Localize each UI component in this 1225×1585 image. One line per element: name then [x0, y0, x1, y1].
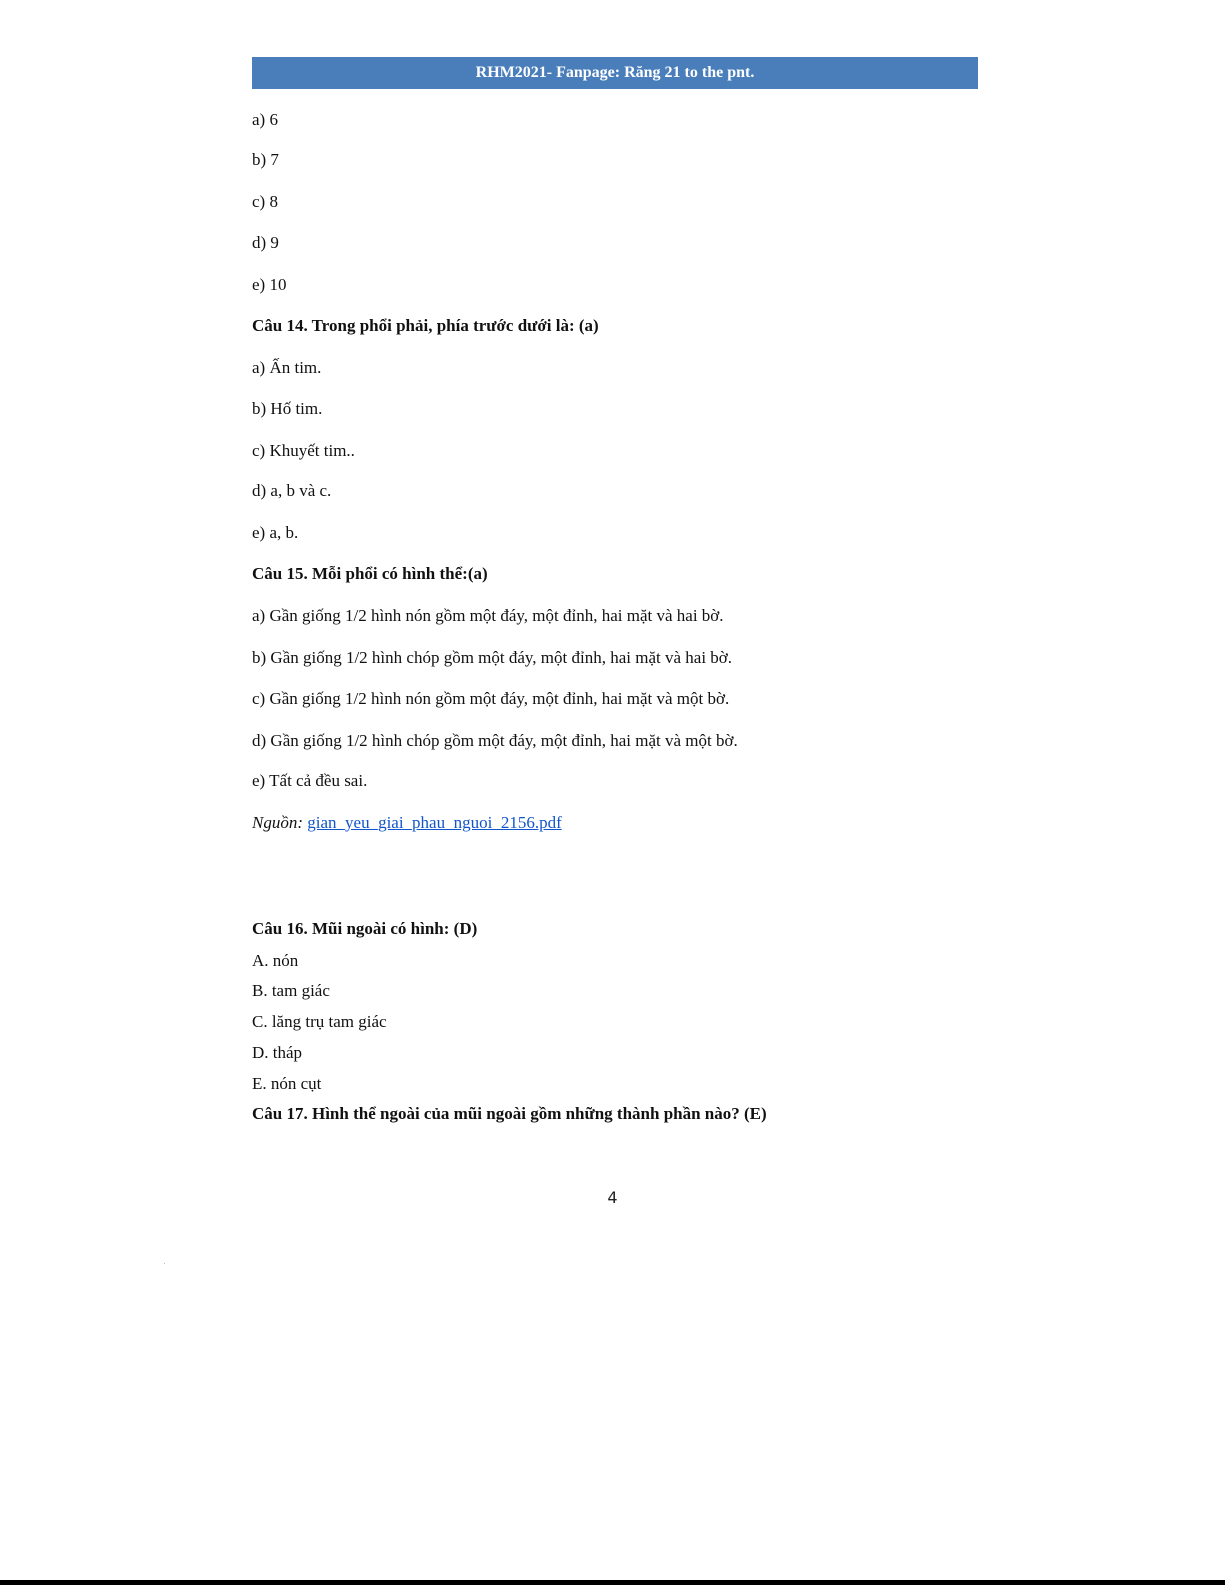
q14-option-b: b) Hố tim. — [252, 399, 323, 418]
q16-option-a: A. nón — [252, 951, 299, 970]
source-line — [252, 812, 562, 834]
q14-title: Câu 14. Trong phổi phải, phía trước dưới là: (a) — [252, 316, 599, 335]
q14-option-e: e) a, b. — [252, 523, 299, 542]
q16-title: Câu 16. Mũi ngoài có hình: (D) — [252, 919, 478, 938]
page-header-title: RHM2021- Fanpage: Răng 21 to the pnt. — [475, 64, 755, 81]
q13-option-a: a) 6 — [252, 110, 278, 129]
q14-option-a: a) Ấn tim. — [252, 358, 322, 377]
q16-option-b: B. tam giác — [252, 981, 330, 1000]
q17-title: Câu 17. Hình thể ngoài của mũi ngoài gồm những thành phần nào? (E) — [252, 1104, 767, 1123]
q16-option-c: C. lăng trụ tam giác — [252, 1012, 387, 1031]
q13-option-d: d) 9 — [252, 233, 279, 252]
page-header-bar — [252, 57, 978, 89]
q15-option-a: a) Gần giống 1/2 hình nón gồm một đáy, một đỉnh, hai mặt và hai bờ. — [252, 606, 724, 625]
q13-option-e: e) 10 — [252, 275, 287, 294]
q15-option-e: e) Tất cả đều sai. — [252, 771, 368, 790]
q15-option-b: b) Gần giống 1/2 hình chóp gồm một đáy, một đỉnh, hai mặt và hai bờ. — [252, 648, 733, 667]
q14-option-d: d) a, b và c. — [252, 481, 332, 500]
source-label: Nguồn: — [252, 813, 303, 832]
q16-option-d: D. tháp — [252, 1043, 303, 1062]
page-bottom-edge — [0, 1580, 1225, 1585]
q13-option-c: c) 8 — [252, 192, 278, 211]
q15-title: Câu 15. Mỗi phổi có hình thể:(a) — [252, 564, 488, 583]
q13-option-b: b) 7 — [252, 150, 279, 169]
q15-option-c: c) Gần giống 1/2 hình nón gồm một đáy, một đỉnh, hai mặt và một bờ. — [252, 689, 730, 708]
page-number: 4 — [607, 1188, 618, 1207]
q14-option-c: c) Khuyết tim.. — [252, 441, 355, 460]
scan-speck — [164, 1263, 165, 1264]
q15-option-d: d) Gần giống 1/2 hình chóp gồm một đáy, một đỉnh, hai mặt và một bờ. — [252, 731, 738, 750]
q16-option-e: E. nón cụt — [252, 1074, 322, 1093]
source-link[interactable]: gian_yeu_giai_phau_nguoi_2156.pdf — [307, 813, 562, 832]
